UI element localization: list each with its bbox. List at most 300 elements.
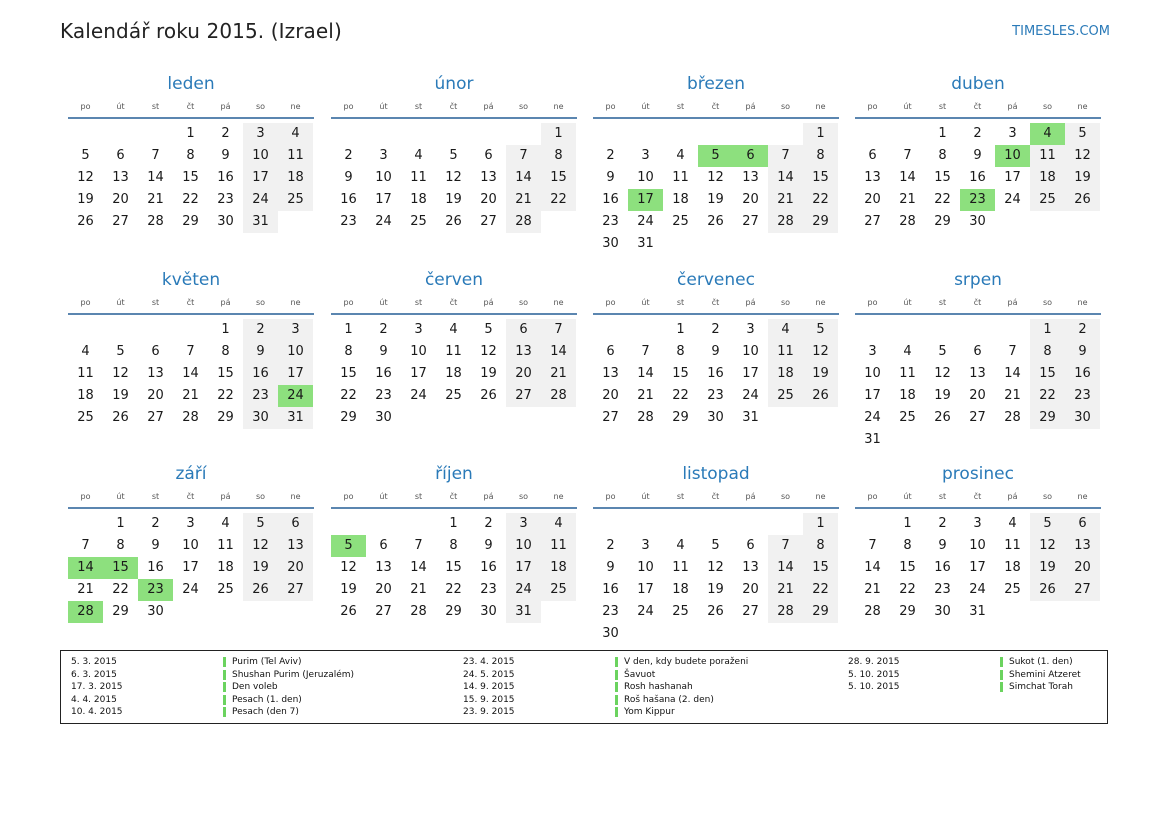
day-cell: 14 [147,170,164,185]
day-cell: 29 [340,410,357,425]
day-cell: 22 [112,582,129,597]
day-cell: 15 [672,366,689,381]
month-9 [68,463,314,623]
day-cell: 1 [903,516,912,531]
day-cell: 27 [742,604,759,619]
day-cell: 28 [182,410,199,425]
empty-cell [995,319,1030,341]
day-cell: 10 [637,560,654,575]
weekday-header [855,491,1101,503]
page-title: Kalendář roku 2015. (Izrael) [60,19,342,43]
weekday-header [855,297,1101,309]
empty-cell [331,123,366,145]
day-cell: 7 [768,145,803,167]
day-cell: 17 [278,363,313,385]
day-cell: 22 [182,192,199,207]
day-cell: 31 [742,410,759,425]
day-cell: 30 [934,604,951,619]
weekday-label: út [116,298,125,307]
day-cell: 4 [541,513,576,535]
weekday-label: čt [711,492,720,501]
day-cell: 10 [506,535,541,557]
empty-cell [401,513,436,535]
weekday-label: so [780,102,791,111]
day-cell: 12 [803,341,838,363]
empty-cell [768,513,803,535]
day-cell: 29 [182,214,199,229]
empty-cell [733,513,768,535]
weekday-label: ne [290,298,301,307]
weekday-label: čt [186,298,195,307]
day-cell: 5 [803,319,838,341]
day-cell: 20 [147,388,164,403]
month-name: únor [434,74,474,94]
legend-column [848,656,1081,694]
holiday-date: 10. 4. 2015 [71,707,123,718]
weekday-label: út [641,102,650,111]
day-cell: 25 [672,214,689,229]
weekday-label: pá [1007,102,1018,111]
legend-row [463,681,748,694]
day-cell: 2 [973,126,982,141]
day-cell: 13 [742,170,759,185]
day-cell: 3 [379,148,388,163]
month-divider [593,313,839,315]
holiday-date: 5. 10. 2015 [848,669,900,680]
day-cell: 17 [742,366,759,381]
day-cell: 20 [742,582,759,597]
month-3 [593,73,839,255]
legend-row [71,706,354,719]
day-cell: 19 [934,388,951,403]
day-cell: 11 [445,344,462,359]
day-cell: 7 [81,538,90,553]
day-cell: 1 [676,322,685,337]
weekday-label: ne [1077,298,1088,307]
day-cell: 5 [938,344,947,359]
day-cell: 14 [637,366,654,381]
day-cell: 12 [707,170,724,185]
day-cell: 29 [672,410,689,425]
weekday-label: po [867,492,878,501]
holiday-name: Roš hašana (2. den) [624,694,714,705]
day-cell: 2 [1065,319,1100,341]
day-cell: 4 [676,148,685,163]
day-cell: 30 [243,407,278,429]
empty-cell [506,123,541,145]
day-cell: 29 [112,604,129,619]
day-cell: 27 [375,604,392,619]
holiday-day-cell: 10 [995,145,1030,167]
day-cell: 2 [243,319,278,341]
day-grid [593,123,839,255]
weekday-label: pá [220,298,231,307]
weekday-label: so [1042,298,1053,307]
holiday-marker [615,670,618,680]
day-cell: 21 [410,582,427,597]
holiday-legend [60,650,1108,724]
weekday-header [68,297,314,309]
holiday-marker [223,670,226,680]
weekday-header [331,297,577,309]
month-divider [68,313,314,315]
day-cell: 25 [672,604,689,619]
day-cell: 22 [803,579,838,601]
day-cell: 9 [484,538,493,553]
day-cell: 2 [938,516,947,531]
day-cell: 18 [1004,560,1021,575]
day-cell: 16 [1065,363,1100,385]
weekday-label: pá [745,102,756,111]
weekday-label: st [938,492,947,501]
day-cell: 2 [221,126,230,141]
day-cell: 21 [147,192,164,207]
empty-cell [68,513,103,535]
day-cell: 30 [969,214,986,229]
weekday-label: pá [1007,298,1018,307]
day-cell: 1 [116,516,125,531]
empty-cell [855,319,890,341]
day-cell: 10 [410,344,427,359]
day-cell: 6 [746,538,755,553]
day-cell: 24 [864,410,881,425]
holiday-name: Rosh hashanah [624,682,693,693]
day-cell: 31 [864,432,881,447]
day-cell: 20 [602,388,619,403]
weekday-label: út [903,492,912,501]
day-cell: 13 [602,366,619,381]
day-cell: 30 [375,410,392,425]
weekday-header [331,491,577,503]
day-cell: 7 [641,344,650,359]
day-cell: 25 [217,582,234,597]
day-cell: 24 [969,582,986,597]
day-cell: 10 [278,341,313,363]
weekday-label: pá [220,102,231,111]
day-cell: 30 [707,410,724,425]
holiday-marker [615,657,618,667]
day-cell: 25 [1030,189,1065,211]
day-cell: 9 [973,148,982,163]
month-7 [593,269,839,429]
month-name: červenec [677,270,755,290]
weekday-label: út [379,102,388,111]
day-cell: 21 [77,582,94,597]
empty-cell [628,319,663,341]
day-cell: 18 [77,388,94,403]
day-cell: 22 [934,192,951,207]
weekday-label: ne [815,298,826,307]
day-cell: 1 [1030,319,1065,341]
weekday-header [331,101,577,113]
day-cell: 25 [768,385,803,407]
day-cell: 7 [768,535,803,557]
day-cell: 9 [221,148,230,163]
day-cell: 12 [445,170,462,185]
weekday-label: so [255,492,266,501]
holiday-day-cell: 28 [68,601,103,623]
day-cell: 2 [711,322,720,337]
day-cell: 23 [707,388,724,403]
day-cell: 19 [243,557,278,579]
day-cell: 4 [278,123,313,145]
day-cell: 3 [1008,126,1017,141]
day-cell: 24 [410,388,427,403]
weekday-label: po [867,102,878,111]
day-cell: 26 [340,604,357,619]
day-cell: 26 [803,385,838,407]
weekday-label: st [414,492,423,501]
day-cell: 23 [1065,385,1100,407]
weekday-label: út [641,298,650,307]
day-cell: 24 [506,579,541,601]
day-cell: 12 [340,560,357,575]
weekday-label: ne [553,102,564,111]
day-cell: 2 [151,516,160,531]
day-cell: 4 [676,538,685,553]
weekday-label: út [903,102,912,111]
holiday-name: Simchat Torah [1009,682,1073,693]
day-cell: 7 [1008,344,1017,359]
holiday-date: 15. 9. 2015 [463,694,515,705]
day-cell: 10 [969,538,986,553]
day-cell: 4 [903,344,912,359]
day-cell: 25 [899,410,916,425]
day-cell: 22 [541,189,576,211]
holiday-date: 4. 4. 2015 [71,694,117,705]
legend-row [71,656,354,669]
day-cell: 15 [934,170,951,185]
day-cell: 18 [672,192,689,207]
day-cell: 29 [803,211,838,233]
day-cell: 7 [868,538,877,553]
day-cell: 20 [278,557,313,579]
weekday-label: čt [711,298,720,307]
day-cell: 21 [182,388,199,403]
day-cell: 25 [278,189,313,211]
weekday-label: út [379,298,388,307]
day-cell: 15 [182,170,199,185]
day-cell: 24 [637,604,654,619]
day-cell: 3 [973,516,982,531]
month-5 [68,269,314,429]
day-cell: 19 [480,366,497,381]
day-cell: 30 [1065,407,1100,429]
weekday-label: pá [483,102,494,111]
day-cell: 5 [81,148,90,163]
empty-cell [68,319,103,341]
day-cell: 13 [112,170,129,185]
weekday-label: út [116,492,125,501]
day-cell: 14 [506,167,541,189]
holiday-name: Shemini Atzeret [1009,669,1081,680]
month-divider [331,507,577,509]
day-cell: 11 [410,170,427,185]
day-cell: 23 [602,604,619,619]
day-cell: 5 [484,322,493,337]
day-cell: 10 [375,170,392,185]
weekday-label: ne [290,492,301,501]
holiday-marker [615,695,618,705]
day-cell: 1 [449,516,458,531]
day-cell: 2 [606,148,615,163]
weekday-label: st [414,102,423,111]
weekday-label: út [379,492,388,501]
day-cell: 5 [1030,513,1065,535]
holiday-name: Shushan Purim (Jeruzalém) [232,669,355,680]
legend-row [848,669,1081,682]
day-cell: 14 [899,170,916,185]
day-cell: 19 [707,192,724,207]
day-cell: 10 [243,145,278,167]
day-cell: 11 [899,366,916,381]
legend-row [463,656,748,669]
day-cell: 21 [899,192,916,207]
day-cell: 19 [445,192,462,207]
weekday-label: ne [553,298,564,307]
day-cell: 10 [864,366,881,381]
day-cell: 26 [243,579,278,601]
weekday-label: ne [815,492,826,501]
day-cell: 18 [1030,167,1065,189]
empty-cell [663,123,698,145]
weekday-label: so [518,492,529,501]
day-cell: 10 [637,170,654,185]
holiday-day-cell: 23 [960,189,995,211]
day-cell: 20 [375,582,392,597]
day-cell: 29 [899,604,916,619]
day-cell: 24 [742,388,759,403]
day-cell: 15 [1030,363,1065,385]
weekday-label: pá [745,298,756,307]
holiday-marker [223,695,226,705]
day-cell: 23 [602,214,619,229]
day-cell: 17 [506,557,541,579]
day-cell: 15 [217,366,234,381]
day-cell: 17 [410,366,427,381]
holiday-marker [1000,657,1003,667]
holiday-name: Purim (Tel Aviv) [232,657,302,668]
day-cell: 20 [1065,557,1100,579]
holiday-marker [223,707,226,717]
day-cell: 19 [803,363,838,385]
month-divider [593,507,839,509]
holiday-date: 23. 4. 2015 [463,657,515,668]
day-cell: 24 [637,214,654,229]
day-cell: 12 [1030,535,1065,557]
weekday-label: ne [290,102,301,111]
month-name: červen [424,270,484,290]
day-cell: 22 [445,582,462,597]
legend-row [848,656,1081,669]
day-grid [331,123,577,233]
weekday-label: út [641,492,650,501]
day-cell: 22 [1030,385,1065,407]
weekday-label: so [518,102,529,111]
day-cell: 17 [864,388,881,403]
day-cell: 3 [186,516,195,531]
holiday-name: Sukot (1. den) [1009,657,1073,668]
weekday-header [593,491,839,503]
day-cell: 19 [1030,557,1065,579]
day-cell: 28 [768,601,803,623]
weekday-label: po [605,298,616,307]
day-cell: 4 [768,319,803,341]
day-cell: 8 [344,344,353,359]
day-cell: 29 [803,601,838,623]
holiday-day-cell: 6 [733,145,768,167]
day-cell: 7 [541,319,576,341]
day-cell: 22 [803,189,838,211]
holiday-day-cell: 15 [103,557,138,579]
day-cell: 3 [414,322,423,337]
empty-cell [366,123,401,145]
day-cell: 6 [1065,513,1100,535]
day-cell: 6 [278,513,313,535]
day-cell: 11 [672,170,689,185]
holiday-date: 23. 9. 2015 [463,707,515,718]
day-cell: 9 [711,344,720,359]
day-cell: 14 [1004,366,1021,381]
site-link[interactable]: TIMESLES.COM [1012,24,1110,39]
weekday-label: st [151,492,160,501]
day-cell: 13 [480,170,497,185]
day-cell: 10 [742,344,759,359]
weekday-label: pá [220,492,231,501]
day-cell: 31 [278,407,313,429]
legend-row [463,669,748,682]
day-cell: 23 [243,385,278,407]
holiday-marker [223,657,226,667]
day-cell: 25 [77,410,94,425]
empty-cell [890,319,925,341]
day-cell: 8 [221,344,230,359]
day-cell: 21 [768,579,803,601]
legend-row [463,694,748,707]
day-cell: 25 [445,388,462,403]
day-grid [331,513,577,623]
holiday-day-cell: 4 [1030,123,1065,145]
day-cell: 27 [147,410,164,425]
month-name: listopad [682,464,750,484]
day-grid [855,319,1101,451]
legend-row [71,681,354,694]
day-cell: 9 [606,170,615,185]
day-cell: 27 [278,579,313,601]
day-cell: 18 [899,388,916,403]
empty-cell [103,123,138,145]
empty-cell [103,319,138,341]
day-cell: 9 [151,538,160,553]
day-cell: 14 [541,341,576,363]
day-cell: 28 [506,211,541,233]
day-cell: 8 [903,538,912,553]
weekday-label: čt [186,102,195,111]
day-cell: 20 [969,388,986,403]
day-cell: 29 [934,214,951,229]
empty-cell [471,123,506,145]
legend-column [463,656,748,719]
weekday-label: po [867,298,878,307]
day-cell: 19 [77,192,94,207]
day-cell: 9 [606,560,615,575]
day-cell: 26 [112,410,129,425]
day-cell: 27 [480,214,497,229]
day-cell: 14 [410,560,427,575]
holiday-name: Pesach (1. den) [232,694,302,705]
day-cell: 11 [278,145,313,167]
day-cell: 16 [375,366,392,381]
